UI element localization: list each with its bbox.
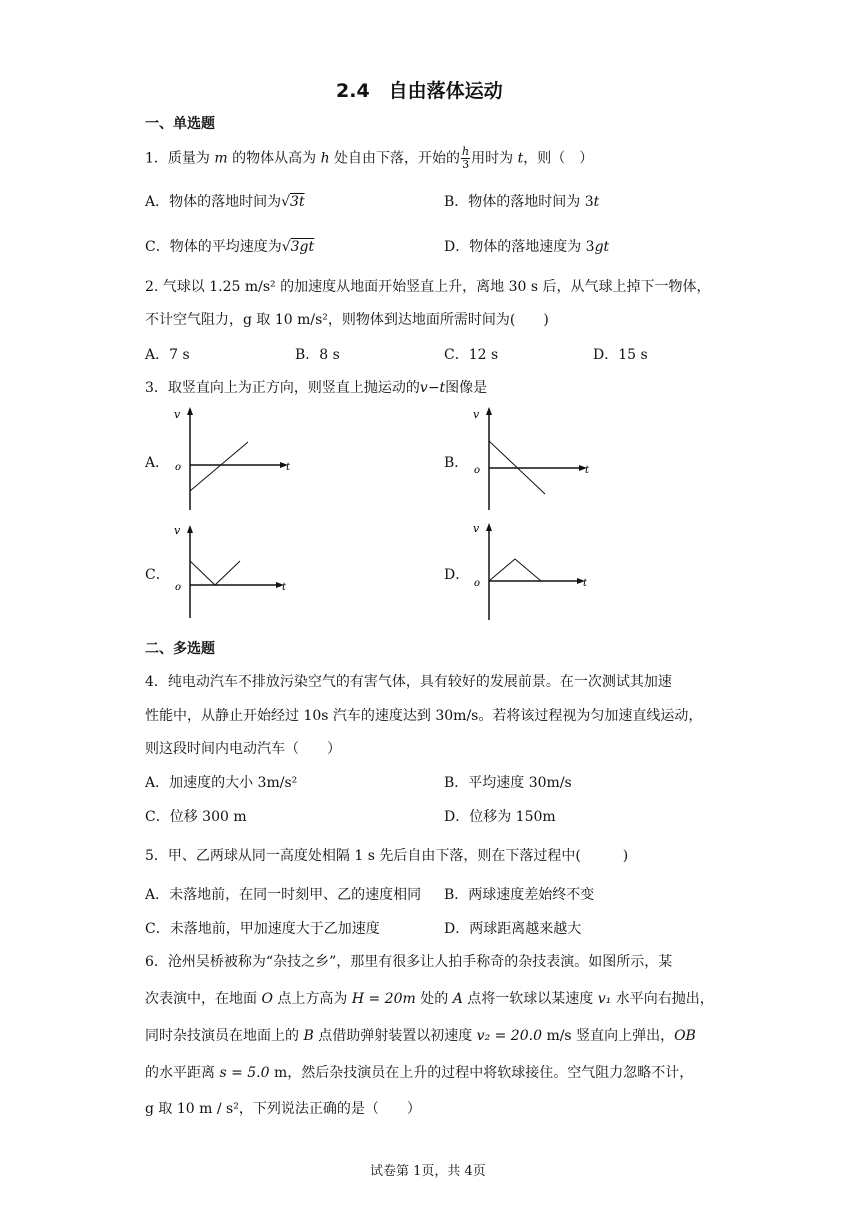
section-heading-single: 一、单选题 [145, 116, 215, 132]
question-4-line-1: 4．纯电动汽车不排放污染空气的有害气体，具有较好的发展前景。在一次测试其加速 [145, 674, 672, 690]
question-5-option-d: D．两球距离越来越大 [444, 921, 582, 937]
question-2-line-2: 不计空气阻力，g 取 10 m/s²，则物体到达地面所需时间为( ) [145, 312, 549, 328]
question-1-option-a: A．物体的落地时间为√3t [145, 194, 305, 210]
question-6-line-1: 6．沧州吴桥被称为“杂技之乡”，那里有很多让人拍手称奇的杂技表演。如图所示，某 [145, 954, 673, 970]
question-2-line-1: 2. 气球以 1.25 m/s² 的加速度从地面开始竖直上升，离地 30 s 后，从气球上掉下一物体， [145, 279, 711, 295]
question-1-option-d: D．物体的落地速度为 3gt [444, 239, 610, 255]
question-1-option-b: B．物体的落地时间为 3t [444, 194, 600, 210]
question-2-option-a: A．7 s [145, 347, 190, 363]
graph-option-a [170, 404, 300, 516]
axis-t-label: t [282, 582, 287, 593]
question-4-option-a: A．加速度的大小 3m/s² [145, 775, 298, 791]
axis-t-label: t [585, 465, 590, 476]
question-5-stem: 5．甲、乙两球从同一高度处相隔 1 s 先后自由下落，则在下落过程中( ) [145, 848, 629, 864]
section-heading-multi: 二、多选题 [145, 641, 215, 657]
question-3-option-b-label: B． [444, 455, 469, 471]
question-6-line-2: 次表演中，在地面 O 点上方高为 H = 20m 处的 A 点将一软球以某速度 v₁ 水平向右抛出， [145, 991, 714, 1007]
question-2-option-d: D．15 s [593, 347, 648, 363]
question-4-option-c: C．位移 300 m [145, 809, 247, 825]
axis-v-label: v [174, 524, 181, 537]
question-1-stem: 1．质量为 m 的物体从高为 h 处自由下落，开始的 $\frac{h}{3}$ 用时为 t，则（ ） [145, 145, 594, 171]
question-3-option-d-label: D． [444, 567, 470, 583]
question-1-option-c: C．物体的平均速度为√3gt [145, 239, 315, 255]
page-title: 2.4 自由落体运动 [336, 80, 503, 102]
origin-label: o [175, 462, 182, 473]
graph-option-c [170, 522, 300, 622]
question-2-option-c: C．12 s [444, 347, 499, 363]
question-4-line-3: 则这段时间内电动汽车（ ） [145, 741, 341, 757]
axis-v-label: v [174, 408, 181, 421]
question-3-stem: 3．取竖直向上为正方向，则竖直上抛运动的v−t图像是 [145, 380, 488, 396]
origin-label: o [474, 465, 481, 476]
question-4-option-b: B．平均速度 30m/s [444, 775, 572, 791]
axis-t-label: t [583, 578, 588, 589]
question-3-option-c-label: C． [145, 567, 170, 583]
question-6-line-5: g 取 10 m / s²，下列说法正确的是（ ） [145, 1101, 421, 1117]
origin-label: o [175, 582, 182, 593]
fraction-h-over-3: $\frac{h}{3}$ [462, 145, 470, 171]
question-4-line-2: 性能中，从静止开始经过 10s 汽车的速度达到 30m/s。若将该过程视为匀加速直线运动， [145, 708, 703, 724]
axis-v-label: v [473, 522, 480, 535]
question-6-line-3: 同时杂技演员在地面上的 B 点借助弹射装置以初速度 v₂ = 20.0 m/s 竖直向上弹出，OB [145, 1028, 696, 1044]
question-3-option-a-label: A． [145, 455, 170, 471]
axis-t-label: t [286, 462, 291, 473]
question-6-line-4: 的水平距离 s = 5.0 m，然后杂技演员在上升的过程中将软球接住。空气阻力忽略不计， [145, 1065, 694, 1081]
graph-option-b [469, 404, 599, 516]
graph-option-d [469, 520, 599, 624]
axis-v-label: v [473, 408, 480, 421]
page-footer: 试卷第 1页，共 4页 [370, 1164, 486, 1179]
question-5-option-c: C．未落地前，甲加速度大于乙加速度 [145, 921, 380, 937]
question-5-option-b: B．两球速度差始终不变 [444, 887, 595, 903]
question-2-option-b: B．8 s [295, 347, 340, 363]
question-5-option-a: A．未落地前，在同一时刻甲、乙的速度相同 [145, 887, 422, 903]
question-4-option-d: D．位移为 150m [444, 809, 556, 825]
origin-label: o [474, 578, 481, 589]
